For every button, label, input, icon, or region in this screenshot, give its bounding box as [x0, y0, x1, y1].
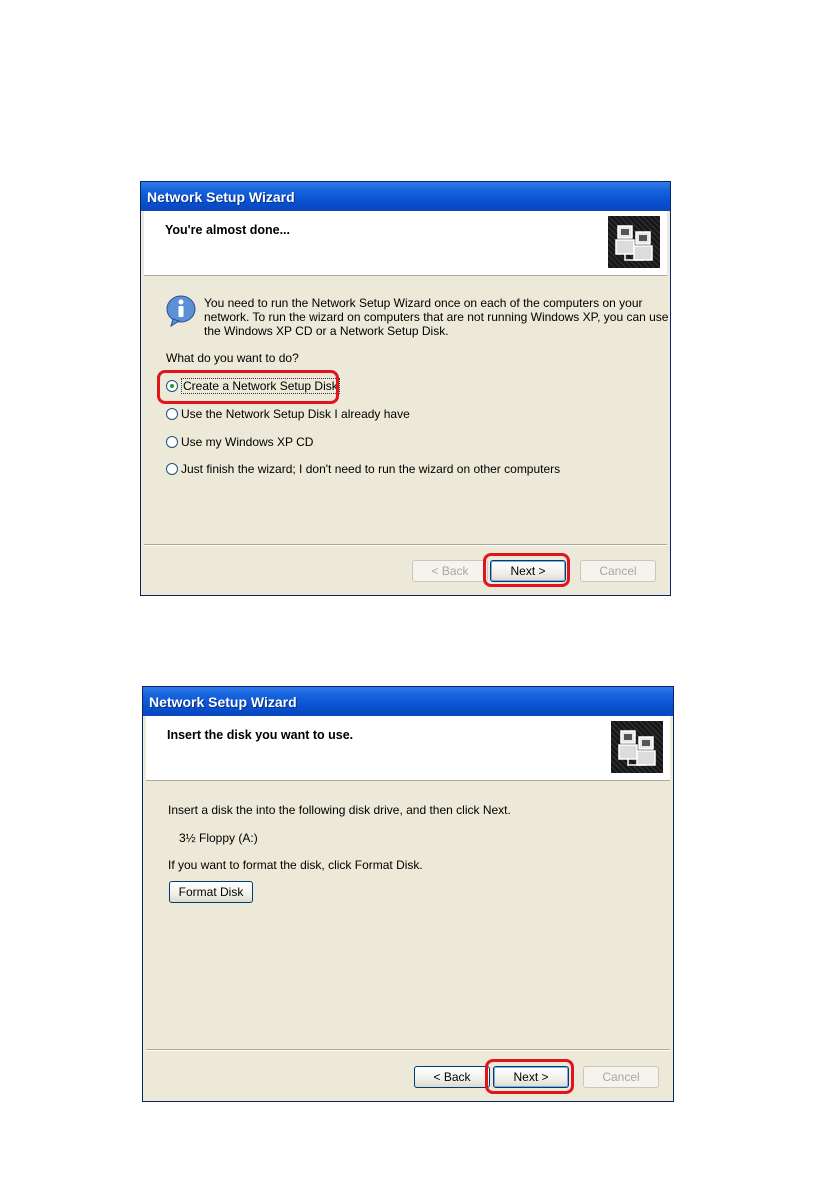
- info-icon: [165, 294, 199, 331]
- title-bar[interactable]: [141, 182, 670, 211]
- back-button[interactable]: < Back: [412, 560, 488, 582]
- wizard-header: [146, 716, 670, 781]
- drive-label: 3½ Floppy (A:): [179, 831, 258, 845]
- info-line-2: network. To run the wizard on computers that are not running Windows XP, you can use: [204, 310, 669, 324]
- radio-use-xp-cd[interactable]: [166, 434, 313, 450]
- page-heading: You're almost done...: [165, 223, 290, 237]
- info-line-3: the Windows XP CD or a Network Setup Disk.: [204, 324, 449, 338]
- footer-divider: [146, 1049, 670, 1051]
- cancel-button[interactable]: Cancel: [580, 560, 656, 582]
- window-title: Network Setup Wizard: [147, 189, 295, 205]
- radio-label: Use the Network Setup Disk I already have: [181, 406, 410, 421]
- radio-button-selected[interactable]: [166, 380, 178, 392]
- instruction-text: Insert a disk the into the following disk drive, and then click Next.: [168, 803, 511, 817]
- radio-use-existing-disk[interactable]: [166, 406, 410, 422]
- wizard-header: [144, 211, 667, 276]
- question-label: What do you want to do?: [166, 351, 299, 365]
- info-line-1: You need to run the Network Setup Wizard once on each of the computers on your: [204, 296, 643, 310]
- window-title: Network Setup Wizard: [149, 694, 297, 710]
- title-bar[interactable]: [143, 687, 673, 716]
- next-button[interactable]: Next >: [490, 560, 566, 582]
- radio-label: Just finish the wizard; I don't need to run the wizard on other computers: [181, 461, 561, 476]
- radio-button[interactable]: [166, 408, 178, 420]
- wizard-window-1: [140, 181, 671, 596]
- wizard-window-2: [142, 686, 674, 1102]
- back-button[interactable]: < Back: [414, 1066, 490, 1088]
- radio-label: Use my Windows XP CD: [181, 434, 314, 449]
- format-hint-text: If you want to format the disk, click Format Disk.: [168, 858, 423, 872]
- footer-divider: [144, 544, 667, 546]
- radio-just-finish[interactable]: [166, 461, 560, 477]
- cancel-button[interactable]: Cancel: [583, 1066, 659, 1088]
- next-button[interactable]: Next >: [493, 1066, 569, 1088]
- page-heading: Insert the disk you want to use.: [167, 728, 354, 742]
- radio-label: Create a Network Setup Disk: [183, 378, 338, 393]
- format-disk-button[interactable]: Format Disk: [169, 881, 253, 903]
- network-computers-icon: [608, 216, 660, 268]
- radio-button[interactable]: [166, 436, 178, 448]
- radio-create-setup-disk[interactable]: [166, 378, 340, 394]
- radio-button[interactable]: [166, 463, 178, 475]
- network-computers-icon: [611, 721, 663, 773]
